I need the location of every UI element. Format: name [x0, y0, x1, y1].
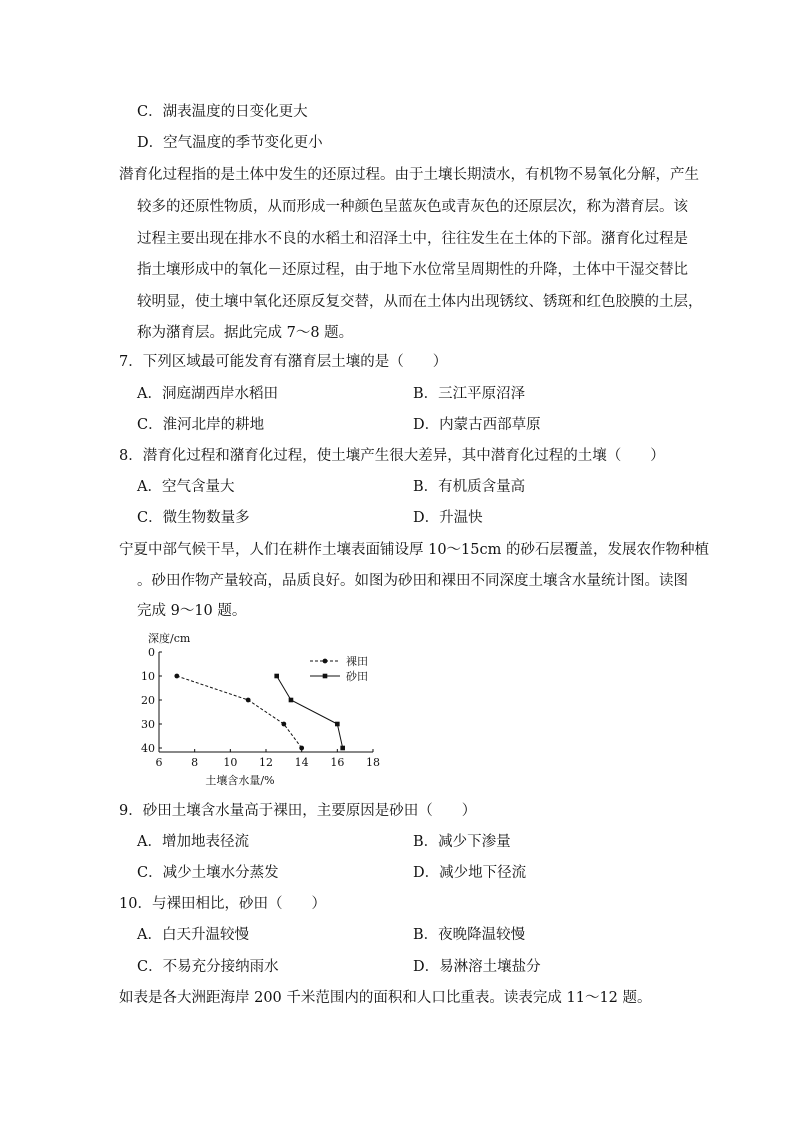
- data-point: [335, 722, 340, 727]
- q9-option-a[interactable]: A．增加地表径流: [137, 834, 249, 850]
- x-tick-label: 8: [191, 756, 199, 769]
- q10-option-d[interactable]: D．易淋溶土壤盐分: [413, 959, 541, 975]
- x-tick-label: 6: [155, 756, 163, 769]
- q8-option-b[interactable]: B．有机质含量高: [413, 479, 526, 495]
- q7-stem: 7．下列区域最可能发育有潴育层土壤的是（ ）: [119, 354, 448, 370]
- y-tick-label: 30: [141, 718, 155, 731]
- passage1-line-4: 指土壤形成中的氧化－还原过程，由于地下水位常呈周期性的升降，土体中干湿交替比: [137, 262, 688, 278]
- q10-option-a[interactable]: A．白天升温较慢: [137, 927, 249, 943]
- q8-stem: 8．潜育化过程和潴育化过程，使土壤产生很大差异，其中潜育化过程的土壤（ ）: [119, 448, 665, 464]
- q9-option-b[interactable]: B．减少下渗量: [413, 834, 511, 850]
- x-tick-label: 10: [223, 756, 238, 769]
- y-tick-label: 20: [141, 694, 155, 707]
- x-tick-label: 14: [294, 756, 309, 769]
- q10-stem: 10．与裸田相比，砂田（ ）: [119, 896, 326, 912]
- series-line-1: [277, 676, 343, 748]
- q10-option-c[interactable]: C．不易充分接纳雨水: [137, 959, 279, 975]
- x-tick-label: 16: [330, 756, 345, 769]
- passage2-line-2: 。砂田作物产量较高，品质良好。如图为砂田和裸田不同深度土壤含水量统计图。读图: [137, 573, 688, 589]
- passage2-line-1: 宁夏中部气候干旱，人们在耕作土壤表面铺设厚 10～15cm 的砂石层覆盖，发展农作物种植: [119, 542, 709, 558]
- x-axis-title: 土壤含水量/%: [205, 774, 275, 787]
- y-tick-label: 40: [141, 742, 155, 755]
- q9-option-c[interactable]: C．减少土壤水分蒸发: [137, 865, 279, 881]
- x-tick-label: 18: [366, 756, 380, 769]
- y-tick-label: 0: [148, 646, 155, 659]
- legend-marker: [323, 659, 328, 664]
- passage1-line-2: 较多的还原性物质，从而形成一种颜色呈蓝灰色或青灰色的还原层次，称为潜育层。该: [137, 199, 688, 215]
- q9-option-d[interactable]: D．减少地下径流: [413, 865, 527, 881]
- legend-label: 砂田: [346, 670, 368, 683]
- x-tick-label: 12: [259, 756, 273, 769]
- passage1-line-3: 过程主要出现在排水不良的水稻土和沼泽土中，往往发生在土体的下部。潴育化过程是: [137, 231, 688, 247]
- passage2-line-3: 完成 9～10 题。: [137, 603, 247, 619]
- legend-label: 裸田: [346, 655, 368, 668]
- data-point: [281, 722, 286, 727]
- y-tick-label: 10: [141, 670, 155, 683]
- legend-marker: [323, 674, 328, 679]
- q6-option-c: C．湖表温度的日变化更大: [137, 104, 308, 120]
- q6-option-d: D．空气温度的季节变化更小: [137, 135, 323, 151]
- data-point: [299, 746, 304, 751]
- q7-option-a[interactable]: A．洞庭湖西岸水稻田: [137, 386, 278, 402]
- passage1-line-1: 潜育化过程指的是土体中发生的还原过程。由于土壤长期渍水，有机物不易氧化分解，产生: [119, 167, 699, 183]
- q7-option-d[interactable]: D．内蒙古西部草原: [413, 417, 541, 433]
- q7-option-c[interactable]: C．淮河北岸的耕地: [137, 417, 265, 433]
- q7-option-b[interactable]: B．三江平原沼泽: [413, 386, 526, 402]
- data-point: [174, 674, 179, 679]
- soil-moisture-chart: [140, 628, 390, 793]
- data-point: [246, 698, 251, 703]
- q10-option-b[interactable]: B．夜晚降温较慢: [413, 927, 526, 943]
- data-point: [340, 746, 345, 751]
- passage1-line-5: 较明显，使土壤中氧化还原反复交替，从而在土体内出现锈纹、锈斑和红色胶膜的土层，: [137, 294, 703, 310]
- q8-option-a[interactable]: A．空气含量大: [137, 479, 235, 495]
- q8-option-d[interactable]: D．升温快: [413, 510, 483, 526]
- data-point: [289, 698, 294, 703]
- q8-option-c[interactable]: C．微生物数量多: [137, 510, 250, 526]
- y-axis-title: 深度/cm: [148, 632, 191, 645]
- passage3-text: 如表是各大洲距海岸 200 千米范围内的面积和人口比重表。读表完成 11～12 题。: [119, 990, 652, 1006]
- q9-stem: 9．砂田土壤含水量高于裸田，主要原因是砂田（ ）: [119, 803, 477, 819]
- passage1-line-6: 称为潴育层。据此完成 7～8 题。: [137, 325, 354, 341]
- data-point: [274, 674, 279, 679]
